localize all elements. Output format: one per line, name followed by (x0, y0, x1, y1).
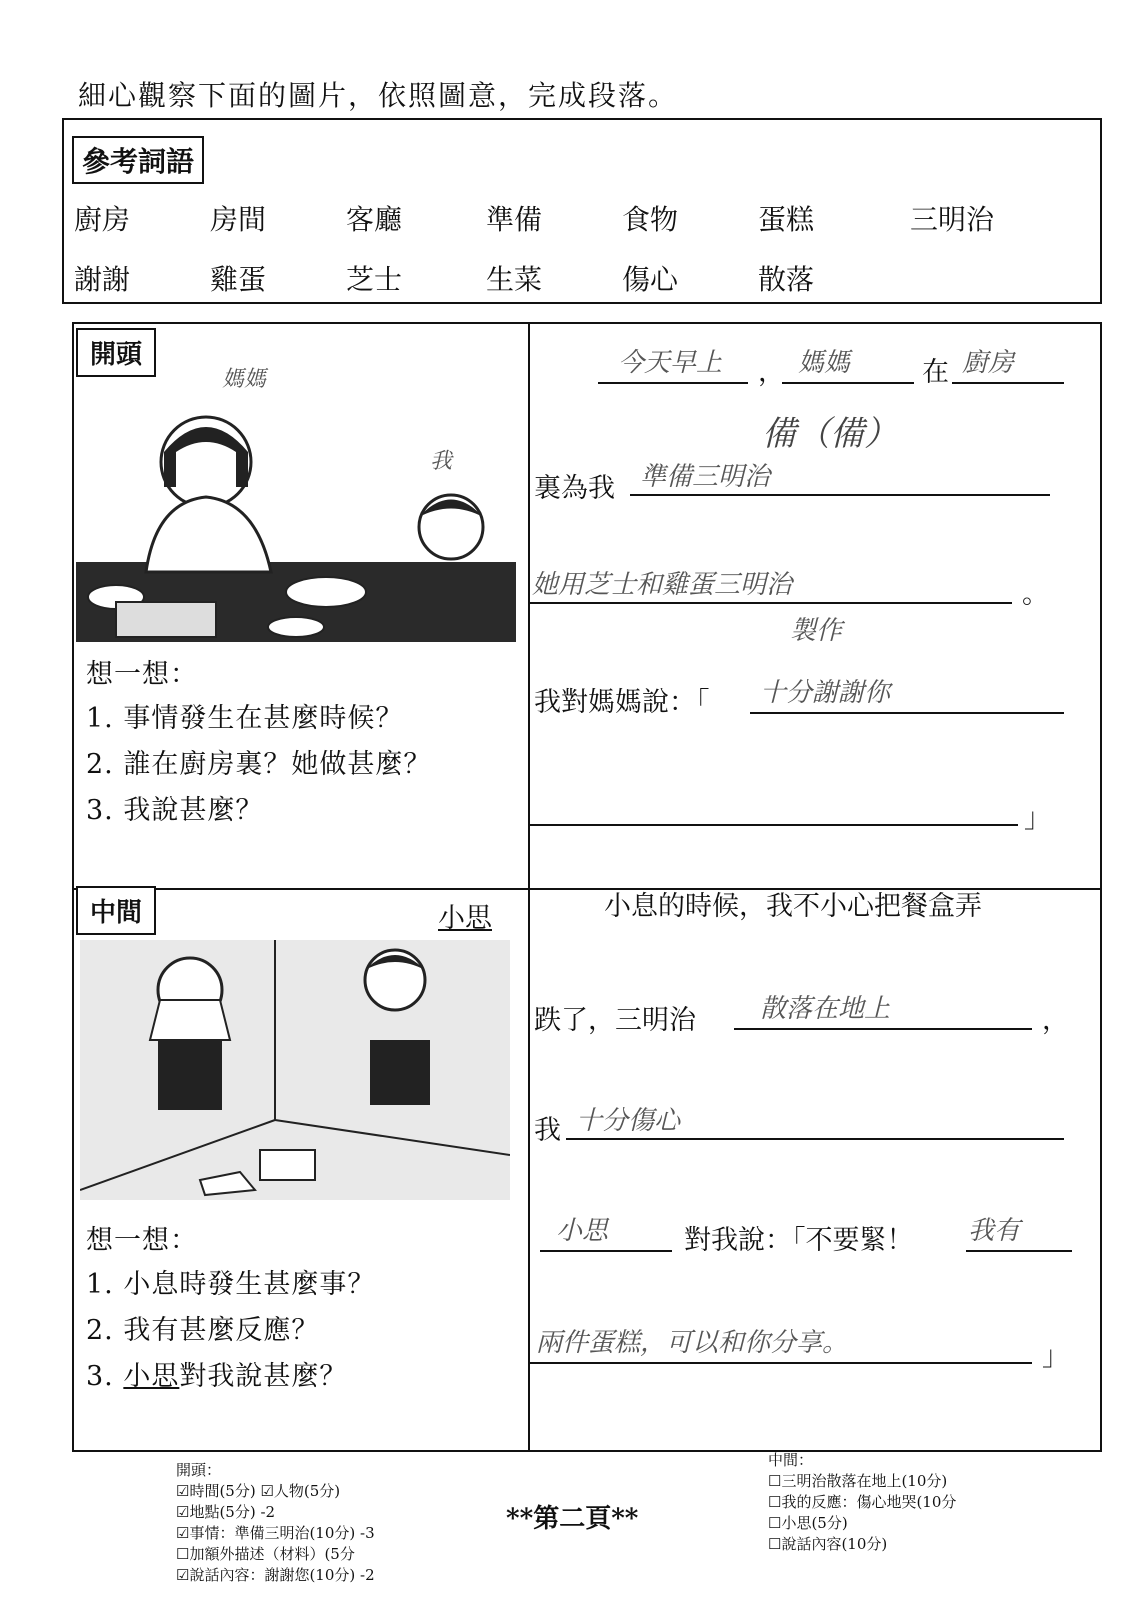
ref-word: 傷心 (622, 263, 679, 296)
rubric-right (768, 1450, 956, 1555)
ref-word: 準備 (486, 203, 543, 236)
answer-name: 小思 (556, 1216, 609, 1246)
correction-zhizuo: 製作 (790, 616, 843, 646)
section1-question: 1. 事情發生在甚麼時候？ (86, 703, 404, 734)
answer-line-prepare[interactable] (630, 494, 1050, 496)
kitchen-illustration (76, 392, 516, 647)
section1-think: 想一想： (86, 659, 198, 690)
rubric-left-title: 開頭： (176, 1461, 222, 1479)
section2-tag: 中間 (76, 886, 156, 935)
pic-label-me: 我 (430, 449, 453, 474)
answer-line-place[interactable] (952, 382, 1064, 384)
answer-line-say-2[interactable] (530, 824, 1018, 826)
pic-label-mom: 媽媽 (222, 367, 267, 392)
section1-question: 2. 誰在廚房裏？她做甚麼？ (86, 749, 432, 780)
answer-time: 今天早上 (618, 348, 723, 378)
answer-who: 媽媽 (798, 348, 851, 378)
grid-divider-vertical (528, 322, 530, 1452)
section2-question-3: 3. 小思對我說甚麼？ (86, 1361, 348, 1392)
answer-scatter: 散落在地上 (760, 994, 891, 1024)
rubric-item: ☑說話內容：謝謝您(10分) -2 (176, 1566, 375, 1584)
rubric-item: ☑地點(5分) -2 (176, 1503, 276, 1521)
answer-line-say-b[interactable] (530, 1362, 1032, 1364)
section2-p1: 小息的時候，我不小心把餐盒弄 (604, 891, 982, 922)
rubric-item: ☑事情：準備三明治(10分) -3 (176, 1524, 375, 1542)
section2-question: 1. 小息時發生甚麼事？ (86, 1269, 376, 1300)
answer-line-time[interactable] (598, 382, 748, 384)
answer-line-say-a[interactable] (966, 1250, 1072, 1252)
rubric-item: ☑時間(5分) ☑人物(5分) (176, 1482, 341, 1500)
answer-line-scatter[interactable] (734, 1028, 1032, 1030)
answer-prepare: 準備三明治 (640, 462, 771, 492)
reference-title: 參考詞語 (72, 136, 204, 184)
answer-react: 十分傷心 (576, 1106, 681, 1136)
answer-line-say[interactable] (750, 712, 1064, 714)
answer-line-who[interactable] (782, 382, 914, 384)
rubric-item: ☐說話內容(10分) (768, 1535, 888, 1553)
ref-word: 散落 (758, 263, 815, 296)
ref-word: 房間 (210, 203, 267, 236)
answer-sentence: 她用芝士和雞蛋三明治 (532, 570, 793, 600)
answer-say: 十分謝謝你 (760, 678, 891, 708)
correction-bei: 備（備） (762, 414, 898, 454)
rubric-item: ☐加額外描述（材料）(5分 (176, 1545, 355, 1563)
section2-question: 2. 我有甚麼反應？ (86, 1315, 320, 1346)
ref-word: 生菜 (486, 263, 543, 296)
section1-tag: 開頭 (76, 328, 156, 377)
answer-line-sentence[interactable] (530, 602, 1012, 604)
section2-wo: 我 (534, 1115, 561, 1146)
ref-word: 雞蛋 (210, 263, 267, 296)
section2-think: 想一想： (86, 1225, 198, 1256)
section2-close-quote: 」 (1042, 1341, 1069, 1372)
section1-say: 我對媽媽說：「 (534, 687, 710, 718)
section2-name: 小思 (438, 903, 492, 934)
ref-word: 三明治 (910, 203, 995, 236)
section1-period: 。 (1022, 579, 1049, 610)
section2-p2: 跌了，三明治 (534, 1005, 696, 1036)
instruction: 細心觀察下面的圖片，依照圖意，完成段落。 (78, 79, 679, 112)
rubric-item: ☐三明治散落在地上(10分) (768, 1472, 948, 1490)
rubric-item: ☐小思(5分) (768, 1514, 848, 1532)
section1-close-quote: 」 (1024, 803, 1051, 834)
ref-word: 謝謝 (74, 263, 131, 296)
rubric-right-title: 中間： (768, 1451, 814, 1469)
section2-q3-rest: 對我說甚麼？ (179, 1361, 348, 1392)
section2-q3-name: 小思 (123, 1361, 180, 1392)
section1-comma: ， (758, 357, 785, 388)
ref-word: 芝士 (346, 263, 403, 296)
section1-li-wei-wo: 裏為我 (534, 473, 615, 504)
ref-word: 客廳 (346, 203, 403, 236)
section2-dui-wo-shuo: 對我說：「不要緊！ (684, 1225, 914, 1256)
answer-line-react[interactable] (566, 1138, 1064, 1140)
section1-question: 3. 我說甚麼？ (86, 795, 264, 826)
rubric-left (176, 1460, 375, 1586)
ref-word: 廚房 (74, 203, 131, 236)
ref-word: 食物 (622, 203, 679, 236)
section1-zai: 在 (922, 357, 949, 388)
rubric-item: ☐我的反應：傷心地哭(10分 (768, 1493, 957, 1511)
answer-line-name[interactable] (540, 1250, 672, 1252)
ref-word: 蛋糕 (758, 203, 815, 236)
page-label: **第二頁** (506, 1504, 639, 1534)
section2-comma: ， (1042, 1005, 1069, 1036)
answer-place: 廚房 (962, 348, 1015, 378)
playground-illustration (80, 940, 510, 1200)
answer-say-2: 兩件蛋糕，可以和你分享。 (536, 1328, 849, 1358)
answer-say-1: 我有 (968, 1216, 1021, 1246)
